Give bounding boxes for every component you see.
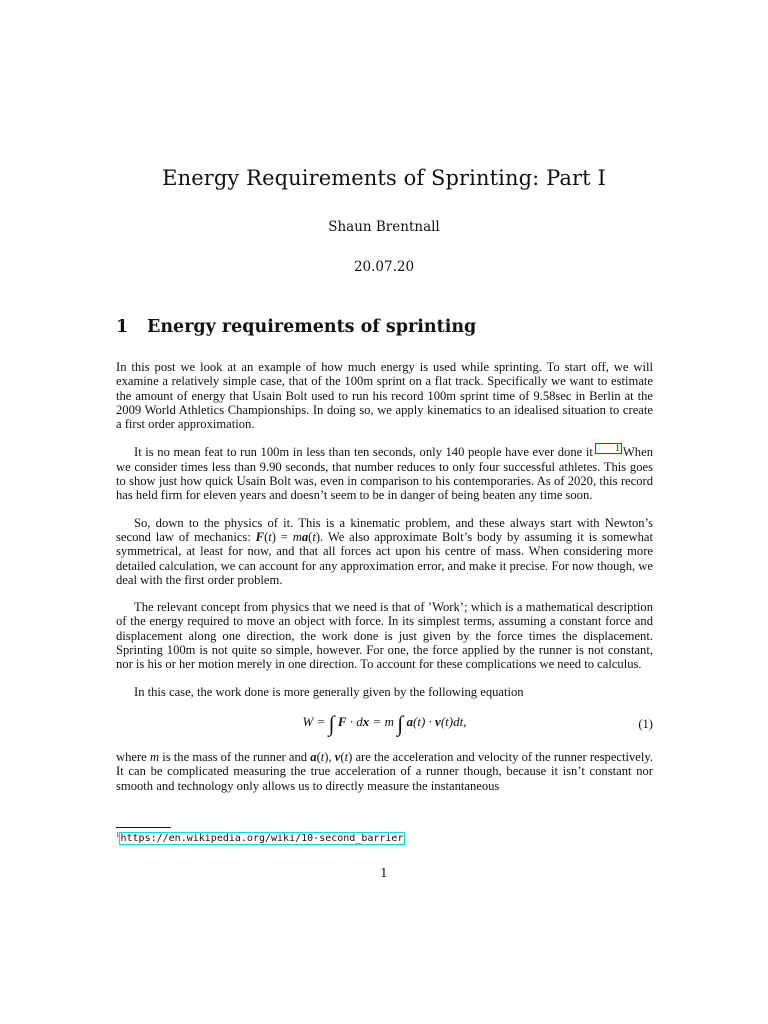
footnote-divider xyxy=(116,827,171,828)
paragraph-work: The relevant concept from physics that we need is that of ’Work’; which is a mathematical description of the energy required to move an object with force. In its simplest terms, assuming a constant force and displacement along one direction, the work done is just given by the force times the displacement. Sprinting 100m is not quite so simple, however. For one, the force applied by the runner is not constant, nor is his or her motion merely in one direction. To account for these complications we need to calculus. xyxy=(116,600,653,672)
paragraph-physics: So, down to the physics of it. This is a kinematic problem, and these always start with Newton’s second law of mechanics: F(t) = ma(t). We also approximate Bolt’s body by assuming it is somewhat symmetrical, at least for now, and that all forces act upon his centre of mass. When considering more detailed calculation, we can account for any approximation error, and make it precise. For now though, we deal with the first order problem. xyxy=(116,515,653,587)
author-name: Shaun Brentnall xyxy=(328,219,440,235)
page-number: 1 xyxy=(380,866,388,880)
equation-body: W = ∫ F · dx = m ∫ a(t) · v(t)dt, xyxy=(302,710,467,736)
section-title: Energy requirements of sprinting xyxy=(147,317,477,337)
equation-work xyxy=(116,708,653,744)
paragraph-after-equation: where m is the mass of the runner and a(t), v(t) are the acceleration and velocity of the runner respectively. It can be complicated measuring the true acceleration of a runner though, because it isn’t constant nor smooth and technology only allows us to directly measure the instantaneous xyxy=(116,749,654,793)
math-force: F xyxy=(255,529,265,544)
equation-number: (1) xyxy=(638,716,653,731)
section-number: 1 xyxy=(116,317,129,337)
footnote xyxy=(116,831,404,844)
paragraph-intro: In this post we look at an example of how much energy is used while sprinting. To start off, we will examine a relatively simple case, that of the 100m sprint on a flat track. Specifically we want to estimate the amount of energy that Usain Bolt used to run his record 100m sprint time of 9.58sec in Berlin at the 2009 World Athletics Championships. In doing so, we apply kinematics to an idealised situation to create a first order approximation. xyxy=(116,360,653,432)
paper-date: 20.07.20 xyxy=(353,259,415,275)
footnote-reference-link[interactable]: 1 xyxy=(596,444,621,453)
paragraph-records: It is no mean feat to run 100m in less than ten seconds, only 140 people have ever done it 1 When we consider times less than 9.90 seconds, that number reduces to only four successful athletes. This goes to show just how quick Usain Bolt was, even in comparison to his contemporaries. As of 2020, this record has held firm for eleven years and doesn’t seem to be in danger of being beaten any time soon. xyxy=(116,443,653,503)
footnote-marker: 1 xyxy=(116,831,120,839)
footnote-url-link[interactable]: https://en.wikipedia.org/wiki/10-second_barrier xyxy=(120,833,404,844)
paragraph-equation-intro: In this case, the work done is more generally given by the following equation xyxy=(134,684,524,699)
body-text xyxy=(116,360,653,806)
paper-title: Energy Requirements of Sprinting: Part I xyxy=(162,166,606,190)
section-heading xyxy=(116,317,476,337)
